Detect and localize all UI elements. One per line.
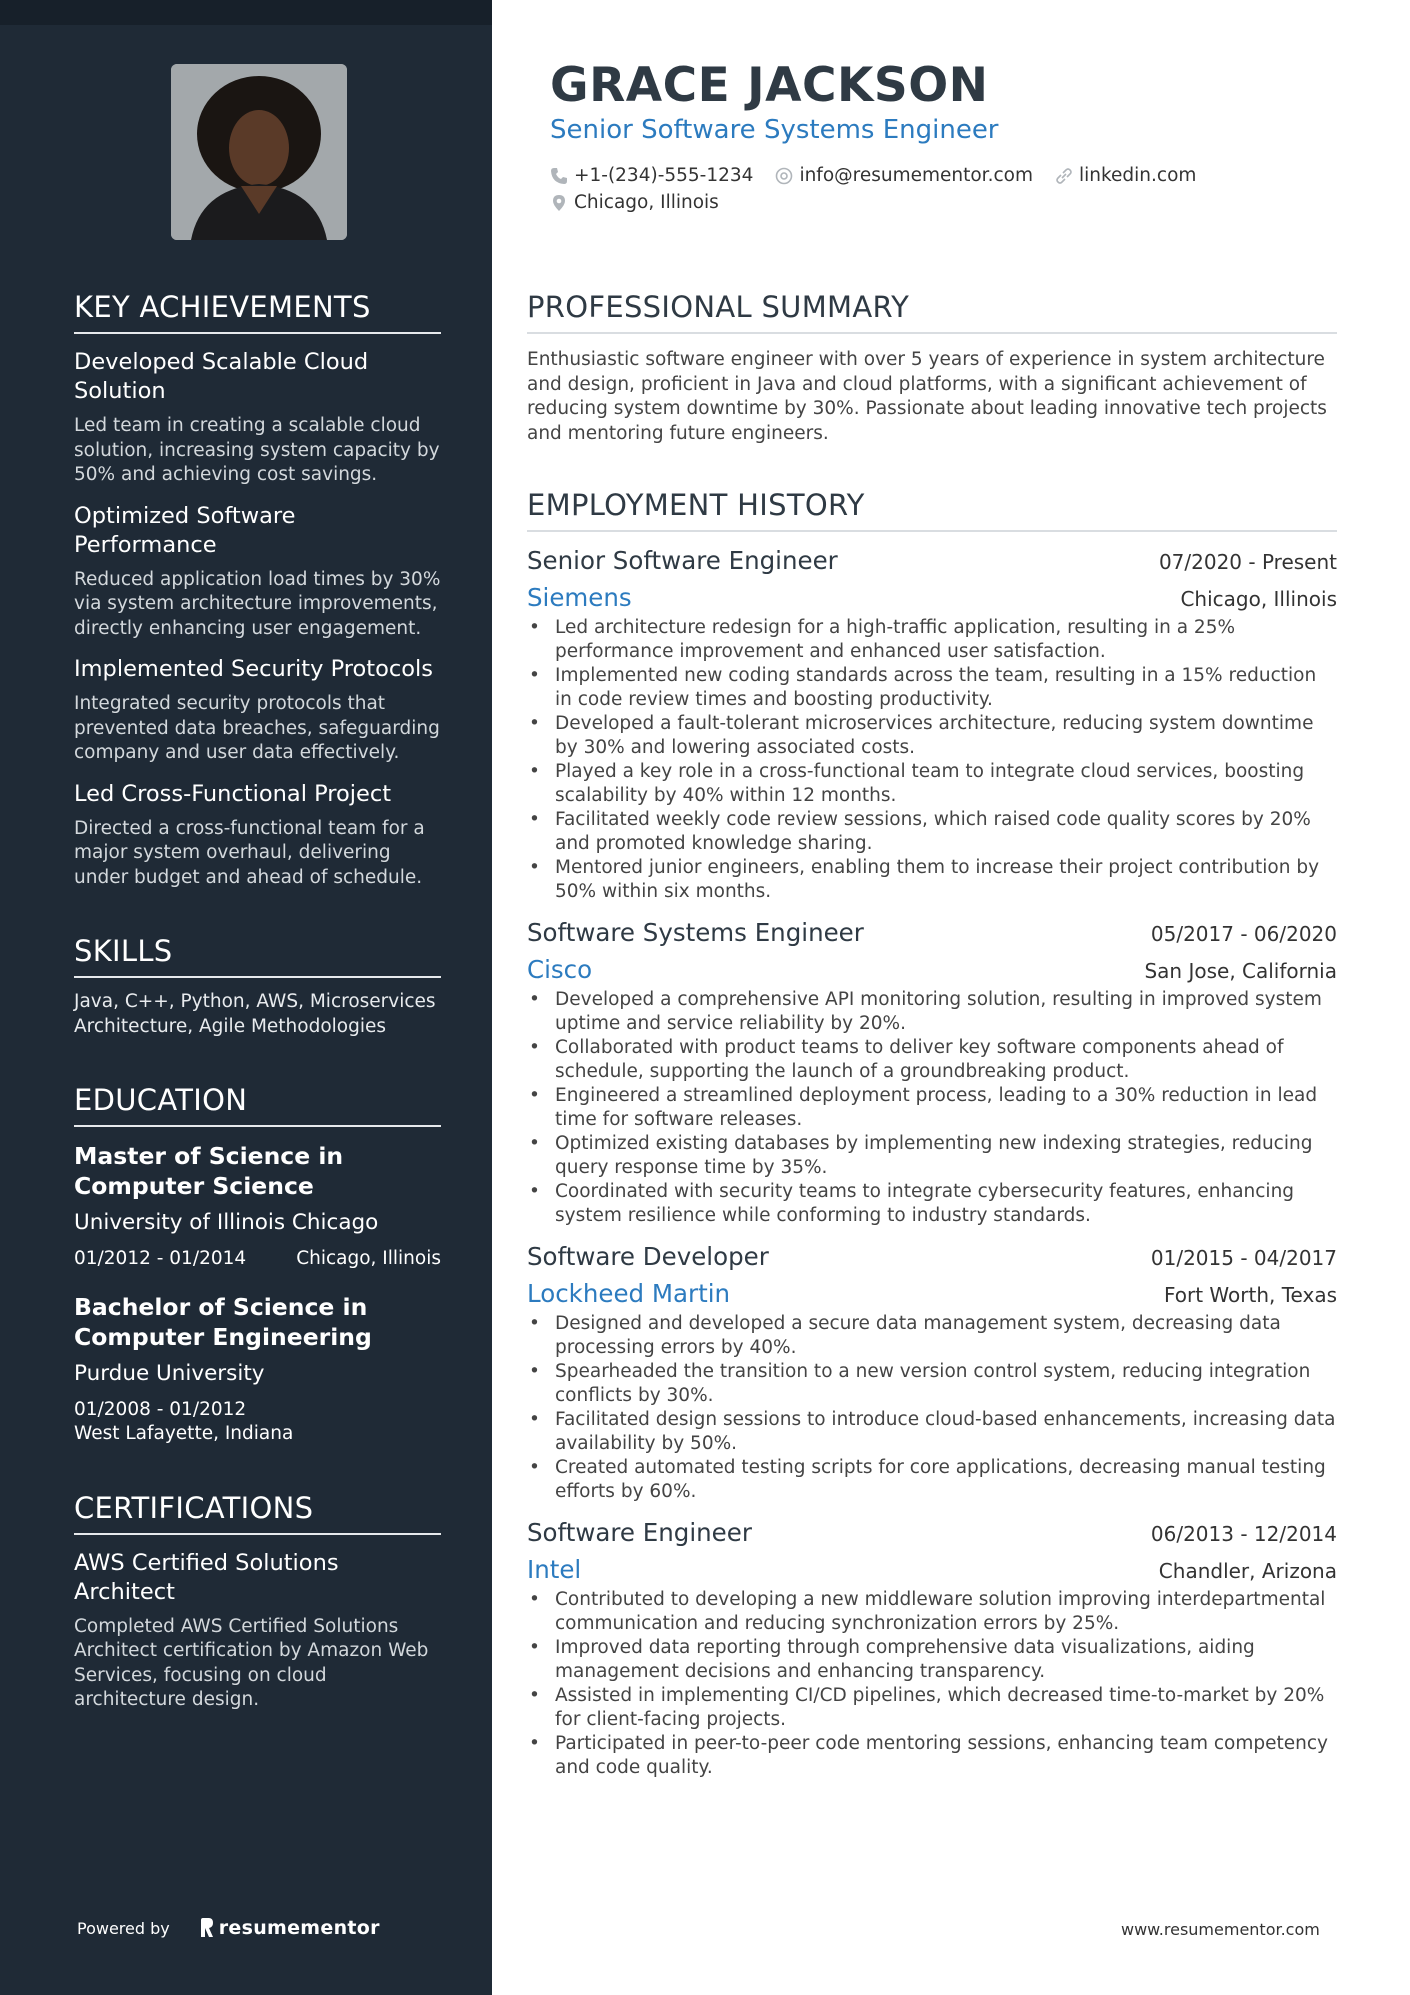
achievement-title: Implemented Security Protocols	[74, 656, 433, 682]
job-header	[527, 1518, 1337, 1547]
profile-photo-image	[171, 64, 347, 240]
job-bullet: • Optimized existing databases by implementing new indexing strategies, reducing query response time by 35%.	[527, 1132, 1337, 1180]
logo-text: resumementor	[218, 1917, 380, 1939]
skills-heading: SKILLS	[74, 934, 441, 978]
job-bullet: • Implemented new coding standards across the team, resulting in a 15% reduction in code review times and boosting productivity.	[527, 664, 1337, 712]
link-icon	[1055, 167, 1073, 185]
skills-section	[74, 934, 441, 1039]
job-location: Fort Worth, Texas	[1163, 1283, 1337, 1307]
education-school: University of Illinois Chicago	[74, 1210, 379, 1235]
achievement-desc: Led team in creating a scalable cloud solution, increasing system capacity by 50% and achieving cost savings.	[74, 415, 440, 485]
job-dates: 06/2013 - 12/2014	[1150, 1522, 1337, 1546]
resumementor-logo[interactable]	[200, 1917, 380, 1939]
contact-email[interactable]	[775, 165, 1033, 186]
job-dates: 07/2020 - Present	[1158, 550, 1337, 574]
education-item	[74, 1292, 441, 1447]
job-bullet: • Contributed to developing a new middleware solution improving interdepartmental communication and reducing synchronization errors by 25%.	[527, 1588, 1337, 1636]
job-bullets	[527, 616, 1337, 904]
contact-row	[550, 165, 1218, 186]
contact-row-location	[550, 192, 741, 213]
job-location: Chandler, Arizona	[1158, 1559, 1337, 1583]
achievement-item	[74, 780, 441, 891]
job-role: Senior Software Engineer	[527, 546, 838, 575]
job-bullet: • Facilitated design sessions to introduce cloud-based enhancements, increasing data availability by 50%.	[527, 1408, 1337, 1456]
job-bullet: • Designed and developed a secure data management system, decreasing data processing errors by 40%.	[527, 1312, 1337, 1360]
education-meta	[74, 1247, 441, 1272]
education-location: West Lafayette, Indiana	[74, 1423, 294, 1444]
job-bullets	[527, 1588, 1337, 1780]
job-header	[527, 546, 1337, 575]
employment-section	[527, 488, 1337, 1780]
sidebar	[0, 0, 492, 1995]
achievement-desc: Reduced application load times by 30% via system architecture improvements, directly enhancing user engagement.	[74, 568, 441, 639]
summary-heading: PROFESSIONAL SUMMARY	[527, 290, 1337, 334]
education-school: Purdue University	[74, 1360, 265, 1386]
achievement-item	[74, 348, 441, 488]
job-subheader	[527, 1555, 1337, 1584]
job-bullet: • Collaborated with product teams to deliver key software components ahead of schedule, supporting the launch of a groundbreaking product.	[527, 1036, 1337, 1084]
job-bullet: • Created automated testing scripts for core applications, decreasing manual testing efforts by 60%.	[527, 1456, 1337, 1504]
main-content	[527, 290, 1337, 1780]
location-pin-icon	[550, 194, 568, 212]
education-heading: EDUCATION	[74, 1083, 441, 1127]
job-bullet: • Improved data reporting through comprehensive data visualizations, aiding management decisions and enhancing transparency.	[527, 1636, 1337, 1684]
job-header	[527, 918, 1337, 947]
job-bullet: • Participated in peer-to-peer code mentoring sessions, enhancing team competency and code quality.	[527, 1732, 1337, 1780]
certifications-heading: CERTIFICATIONS	[74, 1491, 441, 1535]
linkedin-text: linkedin.com	[1078, 165, 1197, 186]
location-text: Chicago, Illinois	[574, 192, 719, 213]
job-subheader	[527, 583, 1337, 612]
contact-location	[550, 192, 719, 213]
job-location: Chicago, Illinois	[1180, 587, 1337, 611]
job-company: Lockheed Martin	[527, 1279, 731, 1308]
job-dates: 05/2017 - 06/2020	[1150, 922, 1337, 946]
job-bullet: • Facilitated weekly code review sessions, which raised code quality scores by 20% and promoted knowledge sharing.	[527, 808, 1337, 856]
achievement-title: Developed Scalable Cloud Solution	[74, 349, 369, 404]
education-item	[74, 1141, 441, 1272]
certifications-section	[74, 1491, 441, 1713]
achievements-section	[74, 290, 441, 890]
job-header	[527, 1242, 1337, 1271]
education-location: Chicago, Illinois	[296, 1248, 441, 1269]
email-text: info@resumementor.com	[799, 165, 1033, 186]
achievement-title: Optimized Software Performance	[74, 502, 296, 558]
website-link[interactable]: www.resumementor.com	[1121, 1920, 1320, 1939]
achievements-heading: KEY ACHIEVEMENTS	[74, 290, 441, 334]
profile-photo	[171, 64, 347, 240]
education-section	[74, 1083, 441, 1447]
job-role: Software Engineer	[527, 1518, 752, 1547]
job-company: Intel	[527, 1555, 582, 1584]
achievement-title: Led Cross-Functional Project	[74, 780, 392, 807]
job-company: Siemens	[527, 583, 632, 612]
contact-linkedin[interactable]	[1055, 165, 1196, 186]
certification-desc: Completed AWS Certified Solutions Architect certification by Amazon Web Services, focusing on cloud architecture design.	[74, 1615, 429, 1710]
job-entry	[527, 1242, 1337, 1504]
job-bullet: • Played a key role in a cross-functional team to integrate cloud services, boosting scalability by 40% within 12 months.	[527, 760, 1337, 808]
job-role: Software Developer	[527, 1242, 769, 1271]
job-subheader	[527, 1279, 1337, 1308]
email-at-icon	[775, 167, 793, 185]
job-bullet: • Coordinated with security teams to integrate cybersecurity features, enhancing system resilience while conforming to industry standards.	[527, 1180, 1337, 1228]
employment-heading: EMPLOYMENT HISTORY	[527, 488, 1337, 532]
candidate-title: Senior Software Systems Engineer	[550, 115, 999, 145]
job-bullet: • Developed a fault-tolerant microservices architecture, reducing system downtime by 30% and lowering associated costs.	[527, 712, 1337, 760]
education-dates: 01/2008 - 01/2012	[74, 1398, 247, 1420]
certification-title: AWS Certified Solutions Architect	[74, 1549, 339, 1605]
certification-item	[74, 1549, 441, 1713]
phone-icon	[550, 167, 568, 185]
job-bullets	[527, 1312, 1337, 1504]
skills-list: Java, C++, Python, AWS, Microservices Architecture, Agile Methodologies	[74, 991, 436, 1037]
phone-text: +1-(234)-555-1234	[574, 165, 754, 186]
sidebar-content	[74, 290, 441, 1757]
achievement-desc: Directed a cross-functional team for a major system overhaul, delivering under budget and ahead of schedule.	[74, 817, 425, 888]
job-role: Software Systems Engineer	[527, 918, 864, 947]
candidate-name: GRACE JACKSON	[550, 58, 989, 113]
sidebar-top-bar	[0, 0, 492, 25]
job-location: San Jose, California	[1144, 959, 1337, 983]
job-bullet: • Led architecture redesign for a high-traffic application, resulting in a 25% performance improvement and enhanced user satisfaction.	[527, 616, 1337, 664]
contact-phone[interactable]	[550, 165, 753, 186]
summary-text: Enthusiastic software engineer with over 5 years of experience in system architecture and design, proficient in Java and cloud platforms, with a significant achievement of reducing system downtime by 30%. Passionate about leading innovative tech projects and mentoring future engineers.	[527, 349, 1327, 444]
summary-section	[527, 290, 1337, 446]
job-company: Cisco	[527, 955, 593, 984]
job-entry	[527, 546, 1337, 904]
achievement-desc: Integrated security protocols that prevented data breaches, safeguarding company and user data effectively.	[74, 693, 440, 763]
job-entry	[527, 918, 1337, 1228]
job-subheader	[527, 955, 1337, 984]
powered-by	[77, 1917, 380, 1939]
job-dates: 01/2015 - 04/2017	[1150, 1246, 1337, 1270]
job-bullet: • Engineered a streamlined deployment process, leading to a 30% reduction in lead time for software releases.	[527, 1084, 1337, 1132]
job-bullet: • Assisted in implementing CI/CD pipelines, which decreased time-to-market by 20% for client-facing projects.	[527, 1684, 1337, 1732]
job-bullets	[527, 988, 1337, 1228]
powered-by-label: Powered by	[77, 1918, 170, 1938]
job-bullet: • Mentored junior engineers, enabling them to increase their project contribution by 50% within six months.	[527, 856, 1337, 904]
resumementor-logo-icon	[200, 1918, 214, 1938]
achievement-item	[74, 502, 441, 642]
education-degree: Master of Science in Computer Science	[74, 1142, 344, 1200]
job-bullet: • Spearheaded the transition to a new version control system, reducing integration conflicts by 30%.	[527, 1360, 1337, 1408]
achievement-item	[74, 655, 441, 766]
education-degree: Bachelor of Science in Computer Engineering	[74, 1292, 372, 1351]
job-bullet: • Developed a comprehensive API monitoring solution, resulting in improved system uptime and service reliability by 20%.	[527, 988, 1337, 1036]
education-dates: 01/2012 - 01/2014	[74, 1248, 247, 1269]
job-entry	[527, 1518, 1337, 1780]
